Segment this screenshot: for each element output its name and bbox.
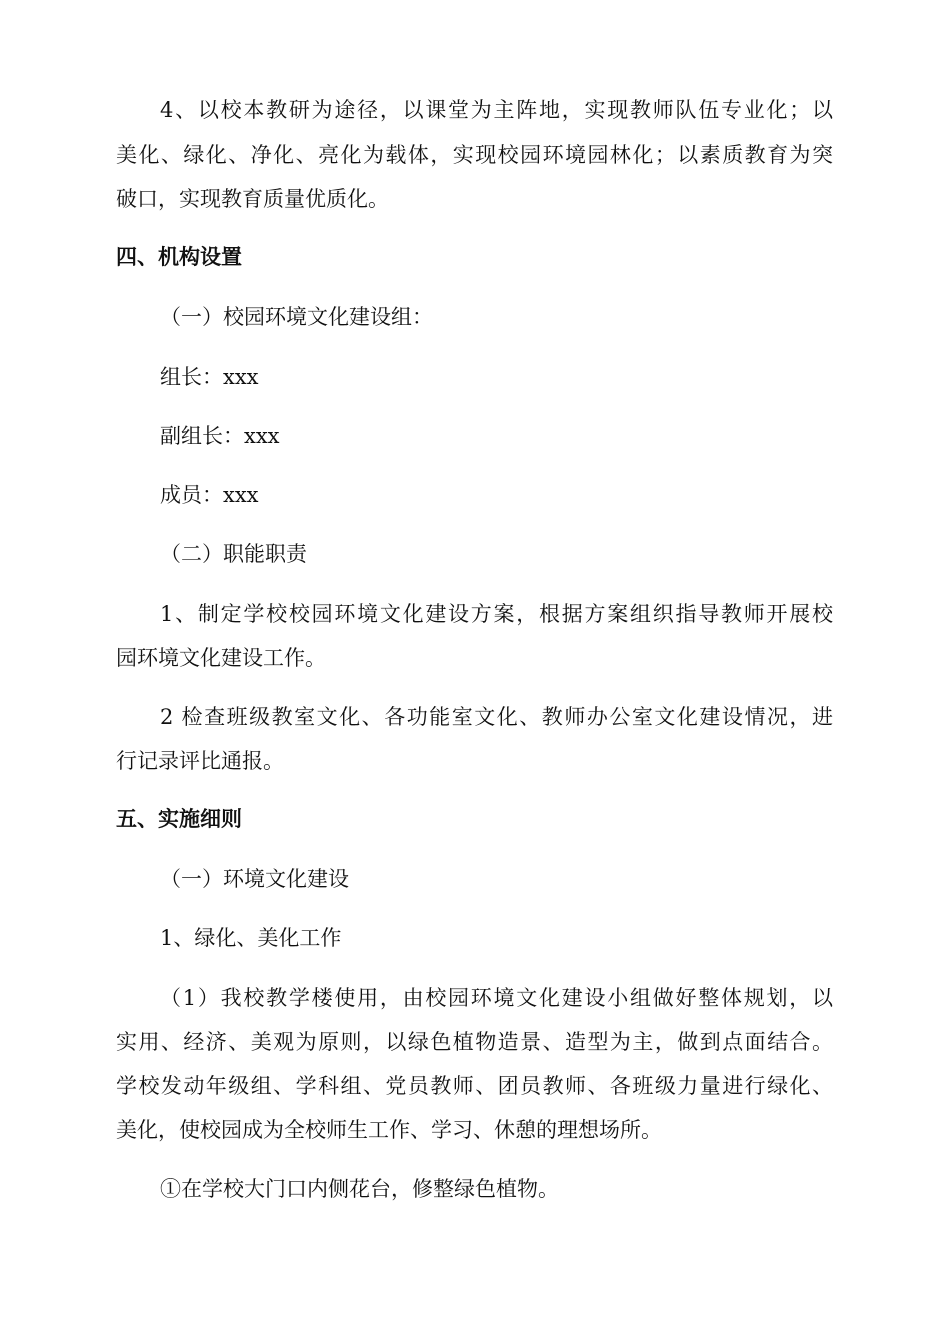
deputy-leader-line: 副组长：xxx [160, 424, 280, 448]
duty-2-line-2: 行记录评比通报。 [116, 749, 284, 773]
duty-1-line-1: 1、制定学校校园环境文化建设方案，根据方案组织指导教师开展校 [160, 602, 833, 626]
para-1-line-4: 美化，使校园成为全校师生工作、学习、休憩的理想场所。 [116, 1118, 662, 1142]
members-line: 成员：xxx [160, 483, 259, 507]
duty-1-line-2: 园环境文化建设工作。 [116, 646, 326, 670]
para-1-line-2: 实用、经济、美观为原则，以绿色植物造景、造型为主，做到点面结合。 [116, 1030, 833, 1054]
section-4-subheading-2: （二）职能职责 [160, 542, 307, 566]
section-4-heading: 四、机构设置 [116, 245, 242, 269]
section-5-subheading-1: （一）环境文化建设 [160, 867, 349, 891]
item-1-heading: 1、绿化、美化工作 [160, 926, 342, 950]
para-1-line-1: （1）我校教学楼使用，由校园环境文化建设小组做好整体规划，以 [160, 986, 833, 1010]
section-5-heading: 五、实施细则 [116, 807, 242, 831]
leader-line: 组长：xxx [160, 365, 259, 389]
bullet-1: ①在学校大门口内侧花台，修整绿色植物。 [160, 1177, 559, 1201]
paragraph-4-line-2: 美化、绿化、净化、亮化为载体，实现校园环境园林化；以素质教育为突 [116, 143, 833, 167]
paragraph-4-line-3: 破口，实现教育质量优质化。 [116, 187, 389, 211]
section-4-subheading-1: （一）校园环境文化建设组： [160, 305, 433, 329]
duty-2-line-1: 2 检查班级教室文化、各功能室文化、教师办公室文化建设情况，进 [160, 705, 833, 729]
paragraph-4-line-1: 4、以校本教研为途径，以课堂为主阵地，实现教师队伍专业化；以 [160, 98, 833, 122]
para-1-line-3: 学校发动年级组、学科组、党员教师、团员教师、各班级力量进行绿化、 [116, 1074, 833, 1098]
